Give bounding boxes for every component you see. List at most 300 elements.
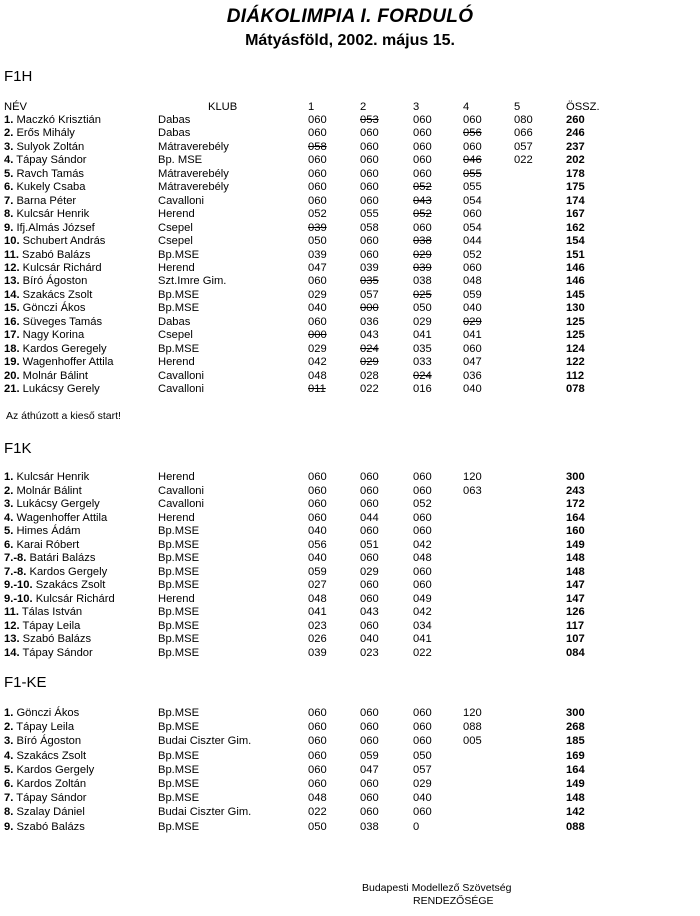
name: Kulcsár Richárd: [22, 261, 102, 274]
table-row: [0, 777, 700, 791]
round-3-score: 022: [413, 646, 432, 659]
round-3-score: 060: [413, 579, 432, 591]
round-1-score: 060: [308, 735, 327, 748]
club: Bp.MSE: [158, 288, 200, 301]
rank: 10.: [4, 235, 20, 248]
round-1-score: 052: [308, 208, 327, 221]
total-score: 185: [566, 735, 585, 748]
competitor-name: [4, 565, 107, 579]
competitor-name: [4, 167, 84, 181]
total-score: 164: [566, 511, 585, 524]
total-score: 124: [566, 342, 585, 355]
round-1-score: 056: [308, 538, 327, 551]
total-score: 164: [566, 763, 585, 776]
table-row: [0, 113, 700, 127]
club: Szt.Imre Gim.: [158, 275, 227, 288]
round-4-score: 088: [463, 721, 482, 734]
rank: 1.: [4, 114, 14, 126]
competitor-name: [4, 140, 84, 154]
table-row: [0, 315, 700, 329]
rank: 17.: [4, 329, 20, 342]
table-header: [0, 100, 700, 114]
round-2-score: 055: [360, 208, 379, 221]
round-2-score: 036: [360, 315, 379, 328]
name: Lukácsy Gergely: [16, 498, 100, 510]
table-row: [0, 234, 700, 248]
round-3-score: 042: [413, 538, 432, 551]
table-row: [0, 382, 700, 396]
name: Szakács Zsolt: [22, 288, 93, 301]
rank: 5.: [4, 763, 14, 776]
table-row: [0, 207, 700, 221]
round-1-score: 023: [308, 619, 327, 632]
total-score: 237: [566, 140, 585, 153]
section-title-f1h: F1H: [4, 68, 33, 85]
club: Bp.MSE: [158, 778, 200, 790]
round-3-score: 057: [413, 763, 432, 776]
club: Bp.MSE: [158, 792, 200, 805]
round-3-score: 060: [413, 484, 432, 497]
round-1-score: 050: [308, 820, 327, 833]
name: Gönczi Ákos: [16, 707, 80, 719]
club: Mátraverebély: [158, 167, 229, 180]
round-2-score: 060: [360, 707, 379, 719]
competitor-name: [4, 578, 105, 592]
competitor-name: [4, 734, 81, 748]
rank: 15.: [4, 302, 20, 315]
rank: 6.: [4, 778, 14, 790]
total-score: 174: [566, 194, 585, 207]
round-1-score: 040: [308, 302, 327, 315]
rank: 4.: [4, 749, 14, 762]
total-score: 147: [566, 592, 585, 605]
name: Tápay Sándor: [16, 154, 87, 167]
total-score: 175: [566, 181, 585, 194]
table-row: [0, 538, 700, 552]
round-1-score: 039: [308, 646, 327, 659]
round-3-score: 040: [413, 792, 432, 805]
round-2-score: 060: [360, 721, 379, 734]
rank: 4.: [4, 154, 14, 167]
round-2-score: 060: [360, 525, 379, 537]
total-score: 148: [566, 792, 585, 805]
round-5-score: 066: [514, 127, 533, 140]
round-1-score: 060: [308, 127, 327, 140]
organizer-line-1: Budapesti Modellező Szövetség: [362, 882, 512, 894]
rank: 6.: [4, 538, 14, 551]
competitor-name: [4, 355, 113, 369]
round-3-score: 029: [413, 778, 432, 790]
round-3-score: 050: [413, 302, 432, 315]
rank: 3.: [4, 498, 14, 510]
rank: 9.-10.: [4, 592, 33, 605]
competitor-name: [4, 261, 102, 275]
competitor-name: [4, 328, 84, 342]
competitor-name: [4, 511, 107, 525]
round-1-score: 039: [308, 221, 327, 234]
competitor-name: [4, 274, 87, 288]
round-2-score: 060: [360, 235, 379, 248]
round-4-score: 052: [463, 248, 482, 261]
round-3-score: 060: [413, 471, 432, 483]
name: Bíró Ágoston: [22, 275, 88, 288]
round-4-score: 044: [463, 235, 482, 248]
round-1-score: 060: [308, 167, 327, 180]
table-row: [0, 470, 700, 484]
table-row: [0, 763, 700, 777]
competitor-name: [4, 749, 86, 763]
round-1-score: 042: [308, 356, 327, 369]
round-1-score: 060: [308, 484, 327, 497]
round-2-score: 022: [360, 383, 379, 395]
round-1-score: 029: [308, 288, 327, 301]
round-2-score: 060: [360, 778, 379, 790]
name: Batári Balázs: [29, 552, 96, 564]
round-4-score: 060: [463, 261, 482, 274]
table-row: [0, 261, 700, 275]
rank: 12.: [4, 619, 20, 632]
table-row: [0, 805, 700, 819]
competitor-name: [4, 805, 85, 819]
rank: 5.: [4, 525, 14, 537]
round-1-score: 059: [308, 565, 327, 578]
round-2-score: 060: [360, 498, 379, 510]
name: Süveges Tamás: [22, 315, 103, 328]
round-4-score: 060: [463, 208, 482, 221]
club: Bp.MSE: [158, 525, 200, 537]
round-1-score: 060: [308, 154, 327, 167]
round-1-score: 048: [308, 369, 327, 382]
round-2-score: 043: [360, 329, 379, 342]
header-total: ÖSSZ.: [566, 101, 600, 113]
header-round-2: 2: [360, 101, 367, 113]
rank: 13.: [4, 633, 20, 645]
total-score: 178: [566, 167, 585, 180]
competitor-name: [4, 315, 102, 329]
header-round-5: 5: [514, 101, 521, 113]
name: Tápay Sándor: [22, 646, 93, 659]
round-5-score: 022: [514, 154, 533, 167]
round-4-score: 120: [463, 707, 482, 719]
competitor-name: [4, 820, 85, 834]
total-score: 107: [566, 633, 585, 645]
table-row: [0, 140, 700, 154]
round-1-score: 060: [308, 763, 327, 776]
round-1-score: 060: [308, 749, 327, 762]
round-1-score: 027: [308, 579, 327, 591]
club: Csepel: [158, 235, 193, 248]
total-score: 160: [566, 525, 585, 537]
round-3-score: 038: [413, 275, 432, 288]
club: Herend: [158, 511, 195, 524]
rank: 6.: [4, 181, 14, 194]
competitor-name: [4, 288, 92, 302]
round-4-score: 055: [463, 181, 482, 194]
round-2-score: 060: [360, 552, 379, 564]
round-2-score: 023: [360, 646, 379, 659]
round-4-score: 063: [463, 484, 482, 497]
section-title-f1ke: F1-KE: [4, 674, 47, 691]
club: Cavalloni: [158, 484, 205, 497]
round-2-score: 060: [360, 127, 379, 140]
competitor-name: [4, 470, 89, 484]
round-2-score: 029: [360, 356, 379, 369]
round-2-score: 040: [360, 633, 379, 645]
club: Bp.MSE: [158, 565, 200, 578]
competitor-name: [4, 632, 91, 646]
round-1-score: 029: [308, 342, 327, 355]
round-3-score: 025: [413, 288, 432, 301]
strike-note: Az áthúzott a kieső start!: [6, 410, 121, 422]
table-row: [0, 497, 700, 511]
round-4-score: 120: [463, 471, 482, 483]
club: Bp.MSE: [158, 579, 200, 591]
rank: 2.: [4, 484, 14, 497]
table-row: [0, 274, 700, 288]
table-row: [0, 167, 700, 181]
round-2-score: 000: [360, 302, 379, 315]
round-2-score: 060: [360, 154, 379, 167]
name: Lukácsy Gerely: [22, 383, 100, 395]
round-1-score: 060: [308, 315, 327, 328]
round-1-score: 048: [308, 592, 327, 605]
table-row: [0, 706, 700, 720]
name: Tápay Leila: [22, 619, 81, 632]
table-row: [0, 221, 700, 235]
page-title: DIÁKOLIMPIA I. FORDULÓ: [226, 6, 474, 27]
round-3-score: 052: [413, 498, 432, 510]
total-score: 125: [566, 329, 585, 342]
table-row: [0, 180, 700, 194]
total-score: 246: [566, 127, 585, 140]
round-1-score: 060: [308, 471, 327, 483]
rank: 4.: [4, 511, 14, 524]
name: Ravch Tamás: [16, 167, 85, 180]
total-score: 300: [566, 707, 585, 719]
round-4-score: 048: [463, 275, 482, 288]
header-name: NÉV: [4, 101, 28, 113]
competitor-name: [4, 153, 87, 167]
competitor-name: [4, 592, 115, 606]
round-1-score: 060: [308, 114, 327, 126]
name: Kulcsár Henrik: [16, 208, 90, 221]
competitor-name: [4, 301, 85, 315]
name: Erős Mihály: [16, 127, 75, 140]
club: Bp.MSE: [158, 606, 200, 618]
round-3-score: 060: [413, 721, 432, 734]
total-score: 169: [566, 749, 585, 762]
table-row: [0, 288, 700, 302]
round-2-score: 047: [360, 763, 379, 776]
club: Cavalloni: [158, 194, 205, 207]
name: Szabó Balázs: [16, 820, 85, 833]
club: Bp. MSE: [158, 154, 203, 167]
name: Szakács Zsolt: [35, 579, 106, 591]
table-row: [0, 355, 700, 369]
table-row: [0, 153, 700, 167]
table-row: [0, 194, 700, 208]
round-1-score: 048: [308, 792, 327, 805]
name: Gönczi Ákos: [22, 302, 86, 315]
round-3-score: 060: [413, 735, 432, 748]
round-1-score: 060: [308, 707, 327, 719]
round-2-score: 035: [360, 275, 379, 288]
table-row: [0, 248, 700, 262]
total-score: 084: [566, 646, 585, 659]
rank: 7.-8.: [4, 552, 27, 564]
round-2-score: 060: [360, 484, 379, 497]
name: Szabó Balázs: [22, 248, 91, 261]
total-score: 145: [566, 288, 585, 301]
competitor-name: [4, 619, 80, 633]
name: Schubert András: [22, 235, 106, 248]
club: Bp.MSE: [158, 248, 200, 261]
round-1-score: 058: [308, 140, 327, 153]
round-1-score: 060: [308, 778, 327, 790]
club: Dabas: [158, 315, 191, 328]
round-2-score: 059: [360, 749, 379, 762]
table-row: [0, 126, 700, 140]
name: Kardos Zoltán: [16, 778, 87, 790]
round-4-score: 029: [463, 315, 482, 328]
round-3-score: 052: [413, 181, 432, 194]
round-3-score: 060: [413, 140, 432, 153]
club: Bp.MSE: [158, 633, 200, 645]
round-3-score: 060: [413, 806, 432, 819]
table-row: [0, 578, 700, 592]
round-3-score: 016: [413, 383, 432, 395]
round-1-score: 039: [308, 248, 327, 261]
rank: 7.: [4, 194, 14, 207]
rank: 8.: [4, 806, 14, 819]
name: Szalay Dániel: [16, 806, 85, 819]
club: Csepel: [158, 221, 193, 234]
table-row: [0, 484, 700, 498]
name: Kardos Gergely: [16, 763, 95, 776]
round-3-score: 029: [413, 248, 432, 261]
round-2-score: 024: [360, 342, 379, 355]
round-2-score: 060: [360, 471, 379, 483]
round-2-score: 060: [360, 579, 379, 591]
rank: 7.: [4, 792, 14, 805]
rank: 12.: [4, 261, 20, 274]
table-row: [0, 646, 700, 660]
rank: 1.: [4, 707, 14, 719]
table-row: [0, 734, 700, 748]
club: Bp.MSE: [158, 707, 200, 719]
rank: 11.: [4, 248, 19, 261]
name: Barna Péter: [16, 194, 77, 207]
round-3-score: 041: [413, 633, 432, 645]
round-3-score: 043: [413, 194, 432, 207]
rank: 16.: [4, 315, 20, 328]
round-1-score: 011: [308, 383, 326, 395]
total-score: 112: [566, 369, 585, 382]
name: Molnár Bálint: [22, 369, 88, 382]
round-3-score: 048: [413, 552, 432, 564]
round-5-score: 080: [514, 114, 533, 126]
round-2-score: 058: [360, 221, 379, 234]
table-row: [0, 551, 700, 565]
table-row: [0, 511, 700, 525]
club: Bp.MSE: [158, 619, 200, 632]
round-4-score: 005: [463, 735, 482, 748]
table-row: [0, 328, 700, 342]
competitor-name: [4, 207, 89, 221]
competitor-name: [4, 369, 88, 383]
round-1-score: 040: [308, 552, 327, 564]
round-2-score: 039: [360, 261, 379, 274]
competitor-name: [4, 126, 75, 140]
name: Szakács Zsolt: [16, 749, 87, 762]
round-4-score: 036: [463, 369, 482, 382]
round-1-score: 050: [308, 235, 327, 248]
rank: 18.: [4, 342, 20, 355]
total-score: 260: [566, 114, 585, 126]
round-4-score: 060: [463, 114, 482, 126]
round-4-score: 054: [463, 221, 482, 234]
round-1-score: 040: [308, 525, 327, 537]
round-2-score: 060: [360, 592, 379, 605]
total-score: 154: [566, 235, 585, 248]
rank: 2.: [4, 721, 14, 734]
competitor-name: [4, 538, 79, 552]
total-score: 122: [566, 356, 585, 369]
round-3-score: 029: [413, 315, 432, 328]
round-4-score: 054: [463, 194, 482, 207]
competitor-name: [4, 720, 74, 734]
table-row: [0, 301, 700, 315]
round-1-score: 047: [308, 261, 327, 274]
name: Tálas István: [21, 606, 83, 618]
club: Mátraverebély: [158, 140, 229, 153]
rank: 19.: [4, 356, 20, 369]
round-3-score: 0: [413, 820, 420, 833]
name: Szabó Balázs: [22, 633, 92, 645]
round-2-score: 060: [360, 735, 379, 748]
round-1-score: 060: [308, 275, 327, 288]
round-2-score: 038: [360, 820, 379, 833]
round-4-score: 056: [463, 127, 482, 140]
rank: 1.: [4, 471, 14, 483]
round-2-score: 060: [360, 167, 379, 180]
round-2-score: 060: [360, 140, 379, 153]
rank: 3.: [4, 140, 14, 153]
total-score: 148: [566, 565, 585, 578]
table-row: [0, 524, 700, 538]
club: Csepel: [158, 329, 193, 342]
club: Bp.MSE: [158, 721, 200, 734]
round-2-score: 028: [360, 369, 379, 382]
header-round-1: 1: [308, 101, 315, 113]
total-score: 126: [566, 606, 585, 618]
name: Bíró Ágoston: [16, 735, 82, 748]
club: Cavalloni: [158, 369, 205, 382]
rank: 3.: [4, 735, 14, 748]
competitor-name: [4, 484, 82, 498]
round-2-score: 060: [360, 792, 379, 805]
club: Mátraverebély: [158, 181, 229, 194]
table-row: [0, 720, 700, 734]
round-4-score: 046: [463, 154, 482, 167]
rank: 9.: [4, 221, 14, 234]
club: Herend: [158, 208, 195, 221]
competitor-name: [4, 791, 87, 805]
page-subtitle: Mátyásföld, 2002. május 15.: [245, 32, 455, 49]
competitor-name: [4, 113, 101, 127]
name: Wagenhoffer Attila: [22, 356, 114, 369]
name: Kardos Gergely: [29, 565, 108, 578]
